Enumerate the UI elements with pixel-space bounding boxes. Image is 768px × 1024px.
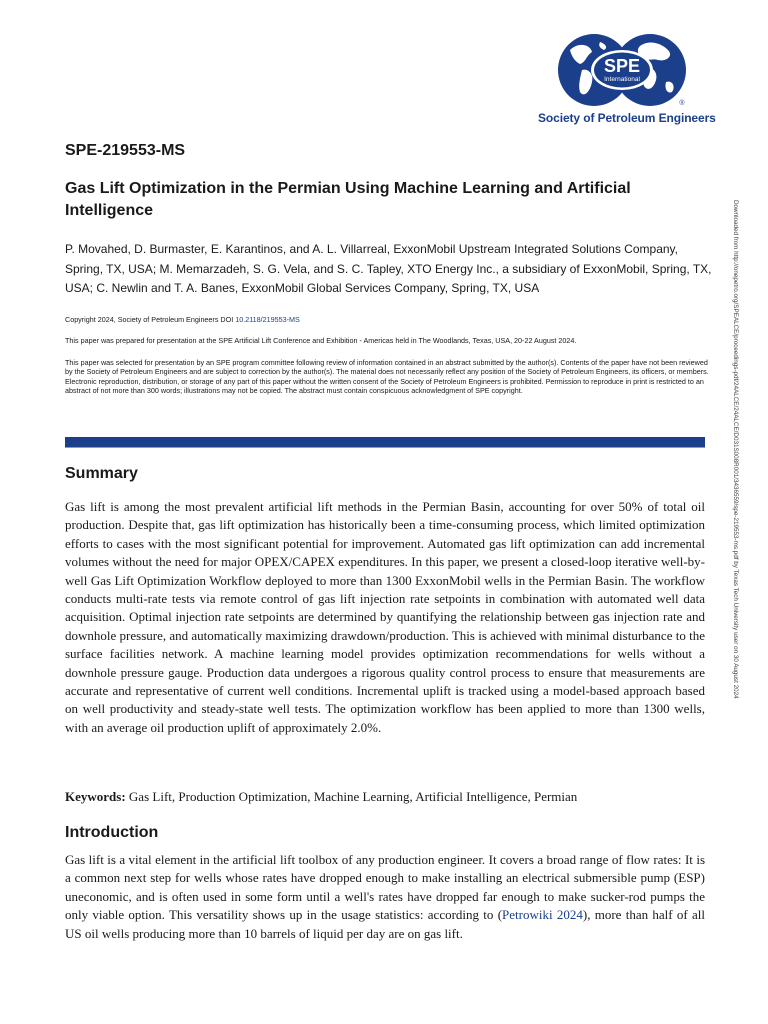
paper-id: SPE-219553-MS (65, 142, 186, 159)
keywords-text: Gas Lift, Production Optimization, Machine Learning, Artificial Intelligence, Permian (125, 789, 578, 804)
section-divider (65, 437, 705, 448)
org-name: Society of Petroleum Engineers (538, 111, 716, 125)
paper-title: Gas Lift Optimization in the Permian Using Machine Learning and Artificial Intelligence (65, 180, 631, 219)
author-list: P. Movahed, D. Burmaster, E. Karantinos, and A. L. Villarreal, ExxonMobil Upstream Integrated Solutions Company, Spring, TX, USA; M. Memarzadeh, S. G. Vela, and S. C. Tapley, XTO Energy Inc., a subsidiary of ExxonMobil, Spring, TX, USA; C. Newlin and T. A. Banes, ExxonMobil Global Services Company, Spring, TX, USA (65, 242, 712, 295)
spe-logo (538, 32, 716, 128)
presentation-notice: This paper was prepared for presentation at the SPE Artificial Lift Conference and Exhibition - Americas held in The Woodlands, Texas, USA, 20-22 August 2024. (65, 336, 577, 345)
copyright-text: Copyright 2024, Society of Petroleum Engineers DOI (65, 315, 234, 324)
summary-paragraph: Gas lift is among the most prevalent artificial lift methods in the Permian Basin, accounting for over 50% of total oil production. Despite that, gas lift optimization has historically been a time-consuming process, which limited optimization efforts to cases with the most significant potential for improvement. Automated gas lift optimization can add incremental volumes without the need for major OPEX/CAPEX expenditures. In this paper, we present a closed-loop iterative well-by-well Gas Lift Optimization Workflow deployed to more than 1300 ExxonMobil wells in the Permian Basin. The workflow conducts multi-rate tests via remote control of gas lift injection rate setpoints in combination with automated well data acquisition. Optimal injection rate setpoints are determined by quantifying the relationship between gas injection rate and downhole pressure, and automatically maximizing drawdown/production. This is achieved with minimal disturbance to the surface facilities network. A machine learning model provides optimization recommendations for wells without a downhole pressure gauge. Production data undergoes a rigorous quality control process to ensure that measurements are accurate and representative of current well conditions. Incremental uplift is tracked using a model-based approach based on well productivity and steady-state well tests. The optimization workflow has been applied to more than 1300 wells, with an average oil production uplift of approximately 2.0%. (65, 499, 705, 735)
logo-mark-text: SPE (603, 56, 641, 76)
registered-mark: ® (679, 100, 685, 107)
intro-text-after: ), more than half of all US oil wells producing more than 10 barrels of liquid per day are on gas lift. (65, 907, 705, 941)
summary-heading: Summary (65, 465, 138, 482)
download-watermark-text: Downloaded from http://onepetro.org/SPEALCE/proceedings-pdf/24ALCE/24ALCE/D031S008R001/3436559/spe-219553-ms.pdf by Texas Tech University user on 30 August 2024 (732, 200, 739, 699)
logo-mark-subtext: International (604, 76, 640, 83)
intro-text-before: Gas lift is a vital element in the artificial lift toolbox of any production engineer. It covers a broad range of flow rates: It is a common next step for wells whose rates have dropped enough to make installing an electrical submersible pump (ESP) uneconomic, and is often used in some form until a well's rates have dropped far enough to make sucker-rod pumps the only viable option. This versatility shows up in the usage statistics: according to ( (65, 852, 705, 923)
keywords-line (65, 788, 705, 806)
doi-link[interactable]: 10.2118/219553-MS (235, 315, 300, 324)
citation-link[interactable]: Petrowiki 2024 (502, 907, 583, 923)
introduction-paragraph (65, 851, 705, 943)
keywords-label: Keywords: (65, 789, 126, 804)
copyright-notice (65, 315, 715, 324)
download-watermark (728, 200, 742, 820)
introduction-heading: Introduction (65, 824, 159, 841)
spe-globe-icon (556, 32, 688, 108)
selection-notice: This paper was selected for presentation by an SPE program committee following review of information contained in an abstract submitted by the author(s). Contents of the paper have not been reviewed by the Society of Petroleum Engineers and are subject to correction by the author(s). The material does not necessarily reflect any position of the Society of Petroleum Engineers, its officers, or members. Electronic reproduction, distribution, or storage of any part of this paper without the written consent of the Society of Petroleum Engineers is prohibited. Permission to reproduce in print is restricted to an abstract of not more than 300 words; illustrations may not be copied. The abstract must contain conspicuous acknowledgment of SPE copyright. (65, 358, 709, 395)
